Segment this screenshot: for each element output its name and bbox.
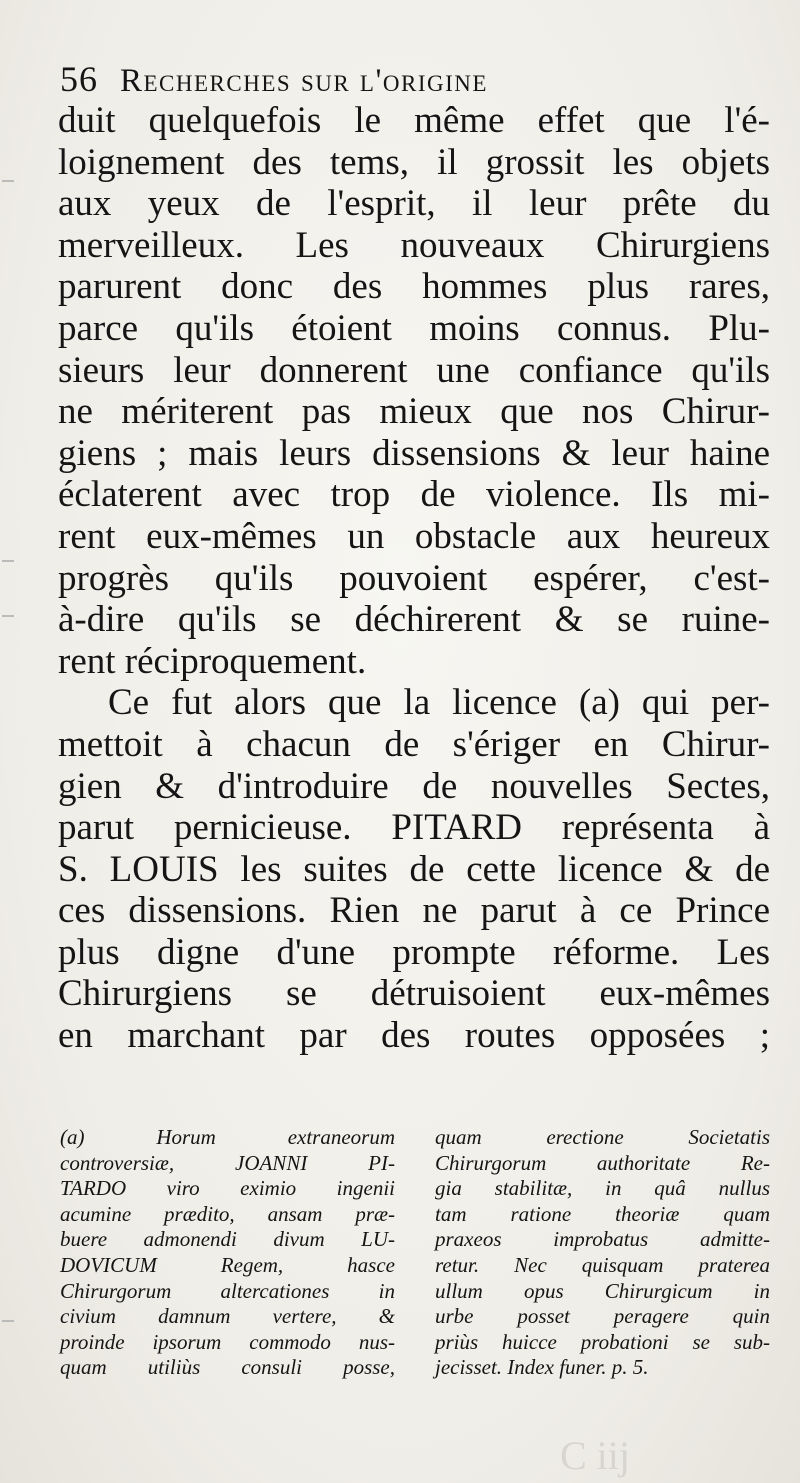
footnote-line: civium damnum vertere, & bbox=[60, 1304, 395, 1329]
body-line: éclaterent avec trop de violence. Ils mi- bbox=[58, 474, 770, 516]
body-line: plus digne d'une prompte réforme. Les bbox=[58, 931, 770, 973]
body-line: progrès qu'ils pouvoient espérer, c'est- bbox=[58, 557, 770, 599]
footnotes bbox=[60, 1125, 770, 1425]
footnote-line: Chirurgorum authoritate Re- bbox=[435, 1150, 770, 1175]
footnote-line: priùs huicce probationi se sub- bbox=[435, 1329, 770, 1354]
body-line: duit quelquefois le même effet que l'é- bbox=[58, 100, 770, 141]
margin-mark bbox=[2, 560, 14, 562]
running-head: Recherches sur l'origine bbox=[120, 63, 488, 99]
body-line: rent réciproquement. bbox=[58, 640, 367, 682]
body-line: loignement des tems, il grossit les objets bbox=[58, 141, 770, 183]
footnote-line: controversiæ, JOANNI PI- bbox=[60, 1150, 395, 1175]
body-line: Ce fut alors que la licence (a) qui per- bbox=[108, 682, 770, 724]
footnote-line: TARDO viro eximio ingenii bbox=[60, 1176, 395, 1201]
body-line: ne mériterent pas mieux que nos Chirur- bbox=[58, 391, 770, 433]
footnote-line: buere admonendi divum LU- bbox=[60, 1227, 395, 1252]
margin-mark bbox=[2, 180, 14, 182]
footnote-line: ullum opus Chirurgicum in bbox=[435, 1278, 770, 1303]
body-line: Chirurgiens se détruisoient eux-mêmes bbox=[58, 973, 770, 1015]
footnote-line: urbe posset peragere quin bbox=[435, 1304, 770, 1329]
footnote-line: acumine prædito, ansam præ- bbox=[60, 1201, 395, 1226]
body-line: S. LOUIS les suites de cette licence & de bbox=[58, 848, 770, 890]
body-line: à-dire qu'ils se déchirerent & se ruine- bbox=[58, 599, 770, 641]
margin-mark bbox=[2, 615, 14, 617]
footnote-separator bbox=[60, 1118, 760, 1119]
body-line: rent eux-mêmes un obstacle aux heureux bbox=[58, 515, 770, 557]
footnote-line: praxeos improbatus admitte- bbox=[435, 1227, 770, 1252]
footnote-line: proinde ipsorum commodo nus- bbox=[60, 1329, 395, 1354]
body-line: mettoit à chacun de s'ériger en Chirur- bbox=[58, 723, 770, 765]
footnote-line: retur. Nec quisquam praterea bbox=[435, 1252, 770, 1277]
body-line: parurent donc des hommes plus rares, bbox=[58, 266, 770, 308]
body-line: ces dissensions. Rien ne parut à ce Prince bbox=[58, 890, 770, 932]
footnote-line: (a) Horum extraneorum bbox=[60, 1125, 395, 1149]
body-line: parce qu'ils étoient moins connus. Plu- bbox=[58, 307, 770, 349]
footnote-column-left bbox=[60, 1125, 395, 1425]
footnote-line: Chirurgorum altercationes in bbox=[60, 1278, 395, 1303]
body-line: parut pernicieuse. PITARD représenta à bbox=[58, 807, 770, 849]
footnote-line: gia stabilitæ, in quâ nullus bbox=[435, 1176, 770, 1201]
page-number: 56 bbox=[60, 59, 98, 99]
body-line: en marchant par des routes opposées ; bbox=[58, 1015, 770, 1057]
bleed-through-signature: C iij bbox=[560, 1433, 631, 1478]
footnote-line: tam ratione theoriæ quam bbox=[435, 1201, 770, 1226]
body-line: merveilleux. Les nouveaux Chirurgiens bbox=[58, 224, 770, 266]
footnote-line: quam utiliùs consuli posse, bbox=[60, 1355, 395, 1380]
body-line: aux yeux de l'esprit, il leur prête du bbox=[58, 183, 770, 225]
body-line: gien & d'introduire de nouvelles Sectes, bbox=[58, 765, 770, 807]
body-line: giens ; mais leurs dissensions & leur haine bbox=[58, 432, 770, 474]
footnote-line: quam erectione Societatis bbox=[435, 1125, 770, 1149]
footnote-line: jecisset. Index funer. p. 5. bbox=[435, 1355, 649, 1380]
margin-mark bbox=[2, 1320, 14, 1322]
body-line: sieurs leur donnerent une confiance qu'ils bbox=[58, 349, 770, 391]
footnote-column-right bbox=[435, 1125, 770, 1425]
footnote-line: DOVICUM Regem, hasce bbox=[60, 1252, 395, 1277]
body-text bbox=[58, 100, 770, 1057]
